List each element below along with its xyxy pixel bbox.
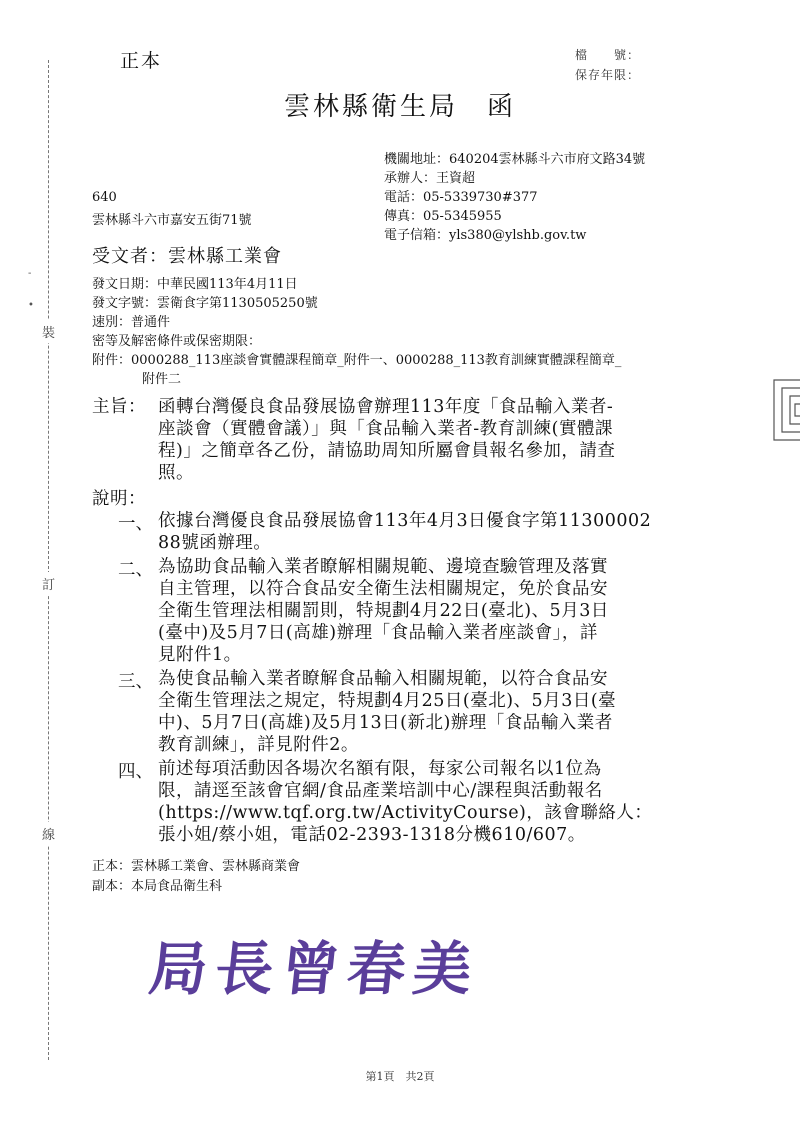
binding-char-zhuang: 裝	[42, 320, 55, 343]
item-line: 依據台灣優良食品發展協會113年4月3日優食字第11300002	[158, 511, 652, 531]
issue-date: 發文日期：中華民國113年4月11日	[92, 277, 298, 292]
doc-number: 發文字號：雲衛食字第1130505250號	[92, 296, 318, 311]
sender-phone: 電話：05-5339730#377	[384, 190, 538, 205]
item-number: 三、	[118, 672, 153, 692]
sender-fax: 傳真：05-5345955	[384, 209, 502, 224]
attachments-line-1: 附件：0000288_113座談會實體課程簡章_附件一、0000288_113教育訓練實體課程簡章_	[92, 353, 622, 368]
item-line: 為協助食品輸入業者瞭解相關規範、邊境查驗管理及落實	[158, 557, 608, 577]
copy-type: 正本	[120, 50, 163, 72]
side-mark: •	[28, 300, 34, 311]
item-number: 二、	[118, 560, 153, 580]
item-line: 全衛生管理法之規定，特規劃4月25日(臺北)、5月3日(臺	[158, 691, 617, 711]
sender-email: 電子信箱：yls380@ylshb.gov.tw	[384, 228, 587, 243]
item-line: 張小姐/蔡小姐，電話02-2393-1318分機610/607。	[158, 825, 586, 845]
item-line: 限，請逕至該會官網/食品產業培訓中心/課程與活動報名	[158, 781, 603, 801]
item-number: 一、	[118, 514, 153, 534]
binding-line	[48, 60, 49, 1060]
item-line: 為使食品輸入業者瞭解食品輸入相關規範，以符合食品安	[158, 669, 608, 689]
speed: 速別：普通件	[92, 315, 171, 330]
subject-line: 座談會（實體會議）」與「食品輸入業者-教育訓練(實體課	[158, 419, 613, 439]
contact-person: 承辦人：王資超	[384, 171, 476, 186]
subject-label: 主旨：	[92, 397, 146, 417]
security-level: 密等及解密條件或保密期限：	[92, 334, 262, 349]
item-line: 自主管理，以符合食品安全衛生法相關規定，免於食品安	[158, 579, 608, 599]
side-mark: -	[28, 268, 32, 279]
item-line: 全衛生管理法相關罰則，特規劃4月22日(臺北)、5月3日	[158, 601, 609, 621]
item-line: 教育訓練」，詳見附件2。	[158, 735, 359, 755]
explanation-label: 說明：	[92, 489, 146, 509]
item-number: 四、	[118, 762, 153, 782]
item-line: 見附件1。	[158, 645, 242, 665]
subject-line: 照。	[158, 463, 194, 483]
item-line: (https://www.tqf.org.tw/ActivityCourse)，該會聯絡人：	[158, 803, 653, 823]
distribution-copy: 副本：本局食品衛生科	[92, 879, 223, 894]
director-seal: 局長曾春美	[145, 935, 484, 1003]
distribution-original: 正本：雲林縣工業會、雲林縣商業會	[92, 859, 301, 874]
file-number-label: 檔 號：	[575, 48, 641, 62]
retention-label: 保存年限：	[575, 68, 641, 82]
binding-char-ding: 訂	[42, 572, 55, 595]
subject-line: 函轉台灣優良食品發展協會辦理113年度「食品輸入業者-	[158, 397, 614, 417]
item-line: 中)、5月7日(高雄)及5月13日(新北)辦理「食品輸入業者	[158, 713, 613, 733]
recipient: 受文者：雲林縣工業會	[92, 246, 282, 267]
binding-char-xian: 線	[42, 822, 55, 845]
decorative-pattern-icon	[760, 370, 800, 450]
document-title: 雲林縣衛生局 函	[283, 92, 516, 122]
sender-address: 機關地址：640204雲林縣斗六市府文路34號	[384, 152, 646, 167]
recipient-address: 雲林縣斗六市嘉安五街71號	[92, 213, 252, 228]
item-line: (臺中)及5月7日(高雄)辦理「食品輸入業者座談會」，詳	[158, 623, 598, 643]
attachments-line-2: 附件二	[142, 372, 182, 387]
subject-line: 程)」之簡章各乙份，請協助周知所屬會員報名參加，請查	[158, 441, 616, 461]
recipient-zip: 640	[92, 190, 117, 205]
item-line: 88號函辦理。	[158, 533, 272, 553]
page-footer: 第1頁 共2頁	[365, 1070, 435, 1083]
item-line: 前述每項活動因各場次名額有限，每家公司報名以1位為	[158, 759, 602, 779]
